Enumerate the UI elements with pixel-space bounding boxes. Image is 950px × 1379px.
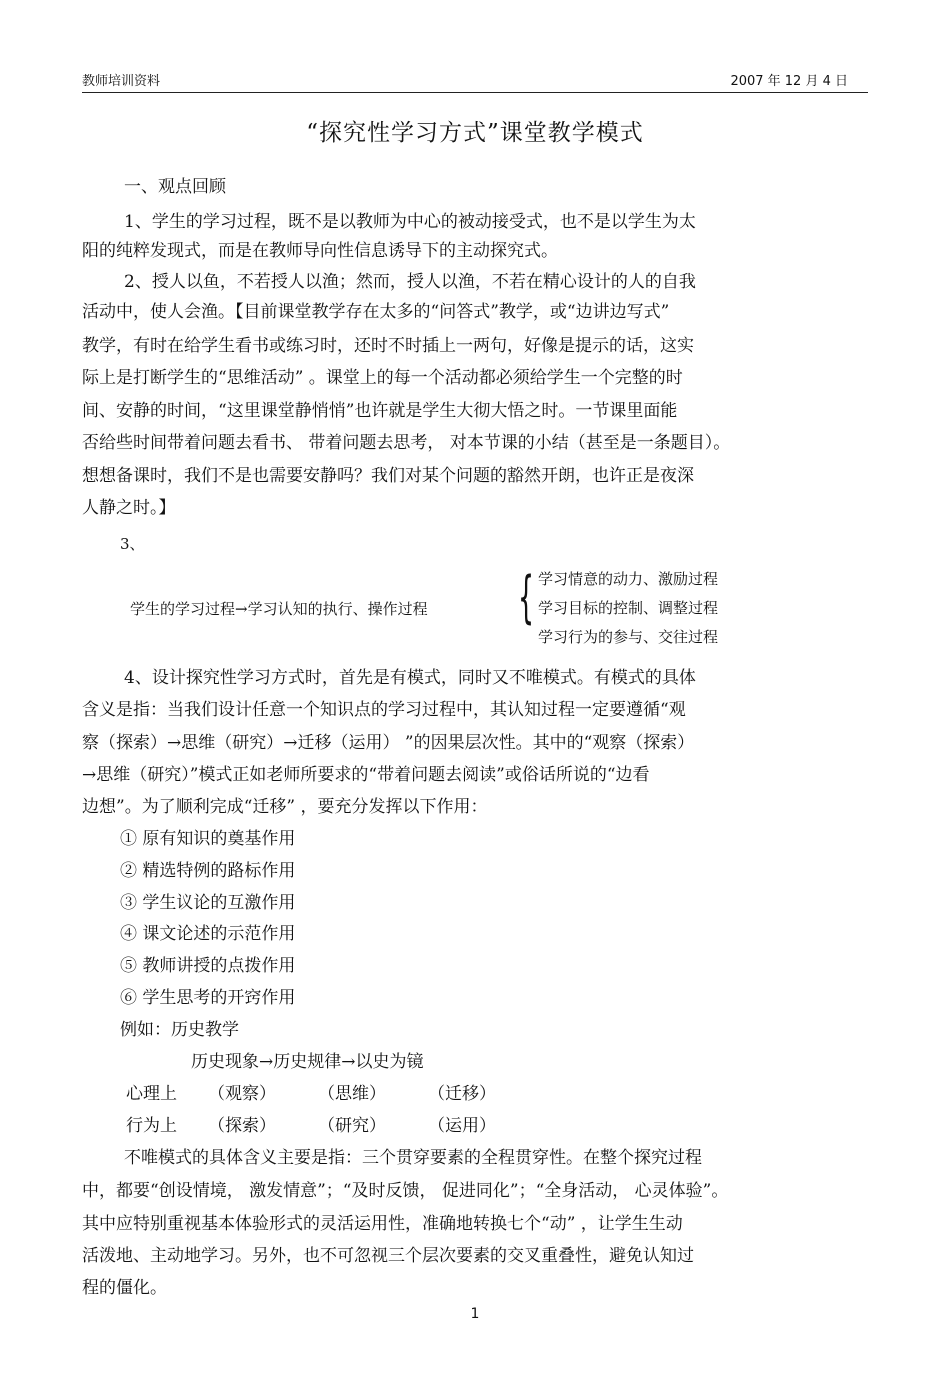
item3-label: 3、 (120, 535, 145, 553)
diagram-branch: 学习行为的参与、交往过程 (538, 628, 719, 646)
example-cell: （观察） (208, 1084, 276, 1104)
para2-line: 教学，有时在给学生看书或练习时，还时不时插上一两句，好像是提示的话，这实 (82, 336, 694, 356)
page-header (82, 62, 868, 93)
para1-line: 1、学生的学习过程，既不是以教师为中心的被动接受式，也不是以学生为太 (124, 212, 696, 232)
para4-line: →思维（研究）”模式正如老师所要求的“带着问题去阅读”或俗话所说的“边看 (82, 765, 650, 785)
para2-line: 际上是打断学生的“思维活动” 。课堂上的每一个活动都必须给学生一个完整的时 (82, 368, 683, 388)
para4-line: 含义是指：当我们设计任意一个知识点的学习过程中，其认知过程一定要遵循“观 (82, 700, 686, 720)
diagram-left-text: 学生的学习过程→学习认知的执行、操作过程 (130, 600, 428, 618)
list-item: ⑤ 教师讲授的点拨作用 (120, 956, 296, 976)
para4-line: 4、设计探究性学习方式时，首先是有模式，同时又不唯模式。有模式的具体 (124, 668, 696, 688)
example-cell: （迁移） (428, 1084, 496, 1104)
list-item: ⑥ 学生思考的开窍作用 (120, 988, 296, 1008)
example-cell: （探索） (208, 1116, 276, 1136)
para5-line: 其中应特别重视基本体验形式的灵活运用性，准确地转换七个“动” ，让学生生动 (82, 1214, 683, 1234)
example-cell: （研究） (318, 1116, 386, 1136)
para4-line: 边想”。为了顺利完成“迁移” ，要充分发挥以下作用： (82, 797, 488, 817)
diagram-branch: 学习目标的控制、调整过程 (538, 599, 719, 617)
para5-line: 中，都要“创设情境， 激发情意”；“及时反馈， 促进同化”；“全身活动， 心灵体验”。 (82, 1181, 729, 1201)
example-row-label: 行为上 (126, 1116, 177, 1136)
para2-line: 2、授人以鱼，不若授人以渔；然而，授人以渔，不若在精心设计的人的自我 (124, 272, 696, 292)
para2-line: 人静之时。】 (82, 498, 176, 518)
list-item: ④ 课文论述的示范作用 (120, 924, 296, 944)
diagram-branch: 学习情意的动力、激励过程 (538, 570, 719, 588)
page-number: 1 (470, 1306, 480, 1322)
example-chain: 历史现象→历史规律→以史为镜 (191, 1052, 424, 1072)
example-cell: （思维） (318, 1084, 386, 1104)
document-title: “探究性学习方式”课堂教学模式 (306, 120, 644, 146)
para4-line: 察（探索）→思维（研究）→迁移（运用） ”的因果层次性。其中的“观察（探索） (82, 733, 695, 753)
para1-line: 阳的纯粹发现式，而是在教师导向性信息诱导下的主动探究式。 (82, 241, 558, 261)
para2-line: 否给些时间带着问题去看书、 带着问题去思考， 对本节课的小结（甚至是一条题目）。 (82, 433, 731, 453)
header-date: 2007 年 12 月 4 日 (730, 74, 848, 89)
header-left-text: 教师培训资料 (82, 74, 161, 89)
para5-line: 程的僵化。 (82, 1278, 167, 1298)
para2-line: 想想备课时，我们不是也需要安静吗？我们对某个问题的豁然开朗，也许正是夜深 (82, 466, 694, 486)
para5-line: 不唯模式的具体含义主要是指：三个贯穿要素的全程贯穿性。在整个探究过程 (124, 1148, 702, 1168)
list-item: ② 精选特例的路标作用 (120, 861, 296, 881)
example-cell: （运用） (428, 1116, 496, 1136)
section-heading: 一、观点回顾 (124, 177, 226, 197)
para2-line: 活动中，使人会渔。【目前课堂教学存在太多的“问答式”教学，或“边讲边写式” (82, 302, 670, 322)
brace-icon: { (518, 565, 535, 630)
example-label: 例如：历史教学 (120, 1020, 239, 1040)
list-item: ③ 学生议论的互激作用 (120, 893, 296, 913)
para5-line: 活泼地、主动地学习。另外，也不可忽视三个层次要素的交叉重叠性，避免认知过 (82, 1246, 694, 1266)
example-row-label: 心理上 (126, 1084, 177, 1104)
para2-line: 间、安静的时间，“这里课堂静悄悄”也许就是学生大彻大悟之时。一节课里面能 (82, 401, 678, 421)
list-item: ① 原有知识的奠基作用 (120, 829, 296, 849)
